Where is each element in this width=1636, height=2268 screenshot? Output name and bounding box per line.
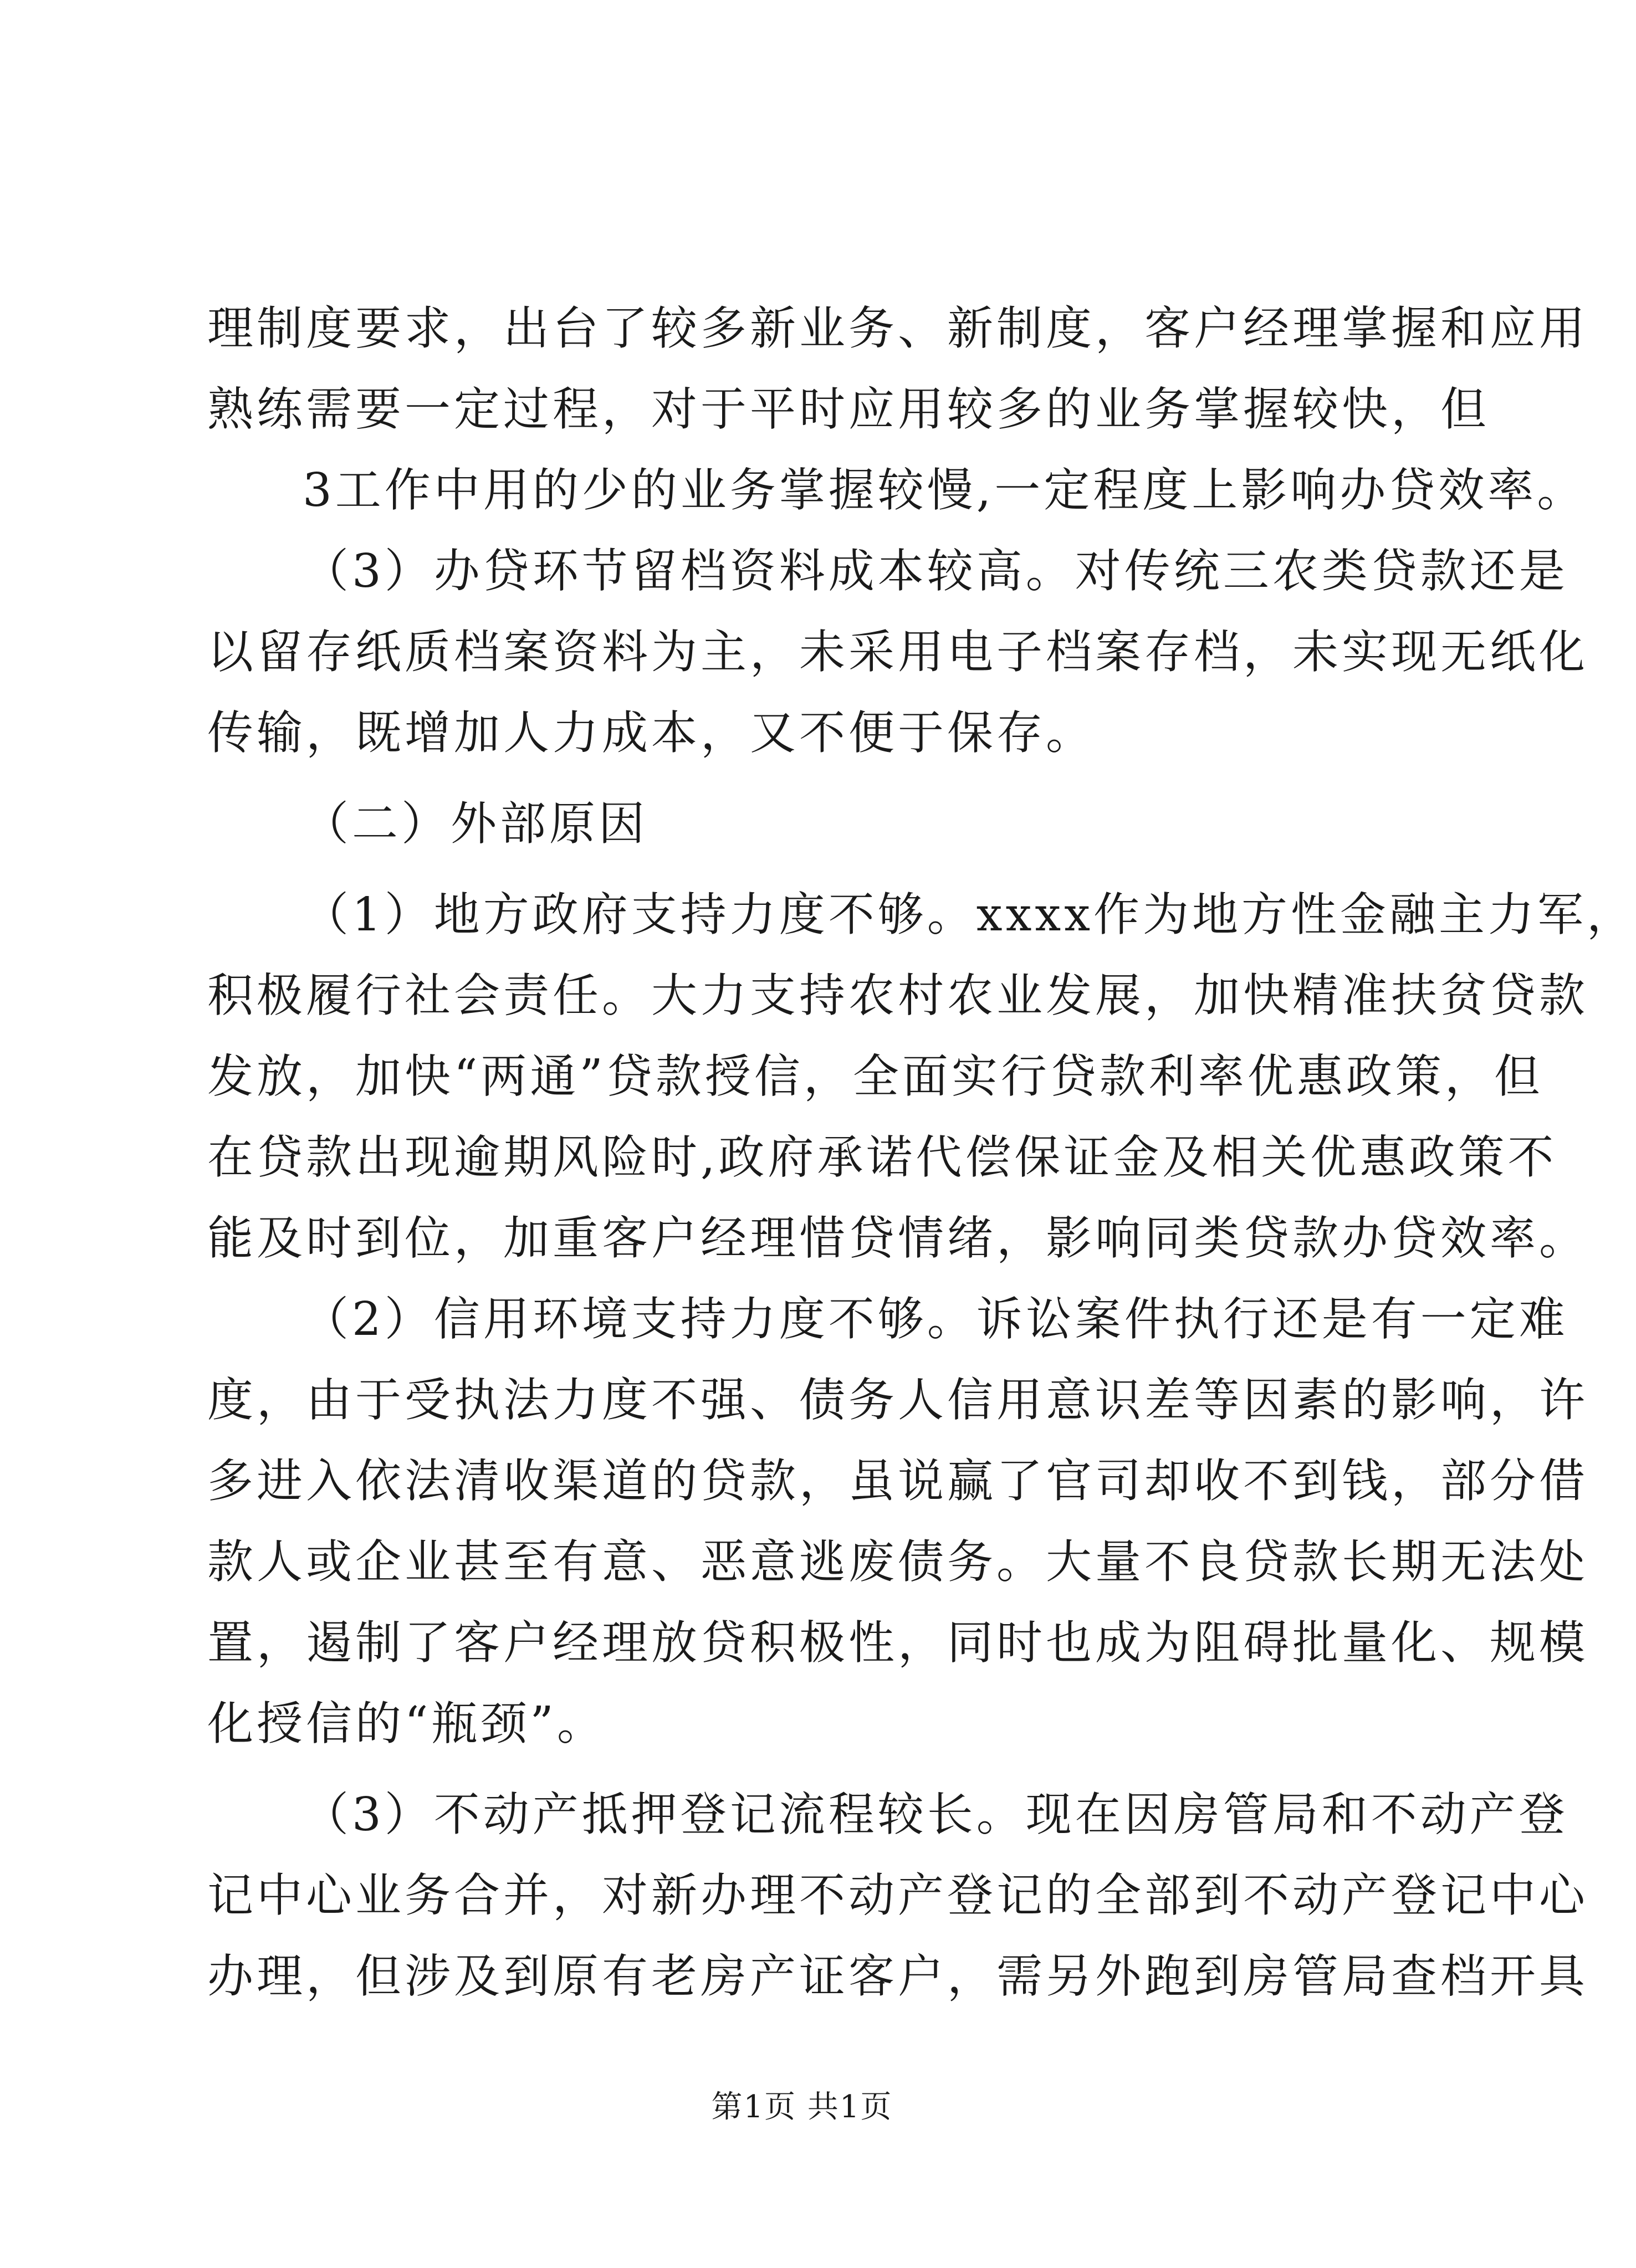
text-line: （3）办贷环节留档资料成本较高。对传统三农类贷款还是 [303,544,1568,598]
section-heading: （二）外部原因 [303,797,648,851]
text-line: 度，由于受执法力度不强、债务人信用意识差等因素的影响，许 [207,1373,1588,1427]
text-line: 传输，既增加人力成本，又不便于保存。 [207,706,1095,760]
paragraph-gap [207,864,1399,874]
text-line: 置，遏制了客户经理放贷积极性，同时也成为阻碍批量化、规模 [207,1616,1588,1670]
paragraph-gap [207,774,1399,784]
paragraph-gap [207,1764,1399,1774]
text-line: 积极履行社会责任。大力支持农村农业发展，加快精准扶贫贷款 [207,969,1588,1022]
text-line: （1）地方政府支持力度不够。xxxx作为地方性金融主力军， [303,888,1636,941]
text-line: 款人或企业甚至有意、恶意逃废债务。大量不良贷款长期无法处 [207,1535,1588,1589]
text-line: 办理，但涉及到原有老房产证客户，需另外跑到房管局查档开具 [207,1949,1588,2003]
text-line: （2）信用环境支持力度不够。诉讼案件执行还是有一定难 [303,1292,1568,1346]
text-line: 化授信的“瓶颈”。 [207,1697,606,1750]
text-line: 在贷款出现逾期风险时,政府承诺代偿保证金及相关优惠政策不 [207,1130,1557,1184]
text-line: （3）不动产抵押登记流程较长。现在因房管局和不动产登 [303,1788,1568,1841]
text-line: 以留存纸质档案资料为主，未采用电子档案存档，未实现无纸化 [207,625,1588,679]
text-line: 记中心业务合并，对新办理不动产登记的全部到不动产登记中心 [207,1868,1588,1922]
text-line: 发放，加快“两通”贷款授信，全面实行贷款利率优惠政策，但 [207,1049,1543,1103]
text-line: 能及时到位，加重客户经理惜贷情绪，影响同类贷款办贷效率。 [207,1211,1588,1265]
text-line: 多进入依法清收渠道的贷款，虽说赢了官司却收不到钱，部分借 [207,1454,1588,1508]
text-line: 熟练需要一定过程，对于平时应用较多的业务掌握较快，但 [207,382,1490,436]
document-body [207,288,1636,2017]
text-line: 理制度要求，出台了较多新业务、新制度，客户经理掌握和应用 [207,301,1588,355]
text-line: 3工作中用的少的业务掌握较慢,一定程度上影响办贷效率。 [303,463,1587,517]
page-footer: 第1页 共1页 [711,2089,893,2125]
